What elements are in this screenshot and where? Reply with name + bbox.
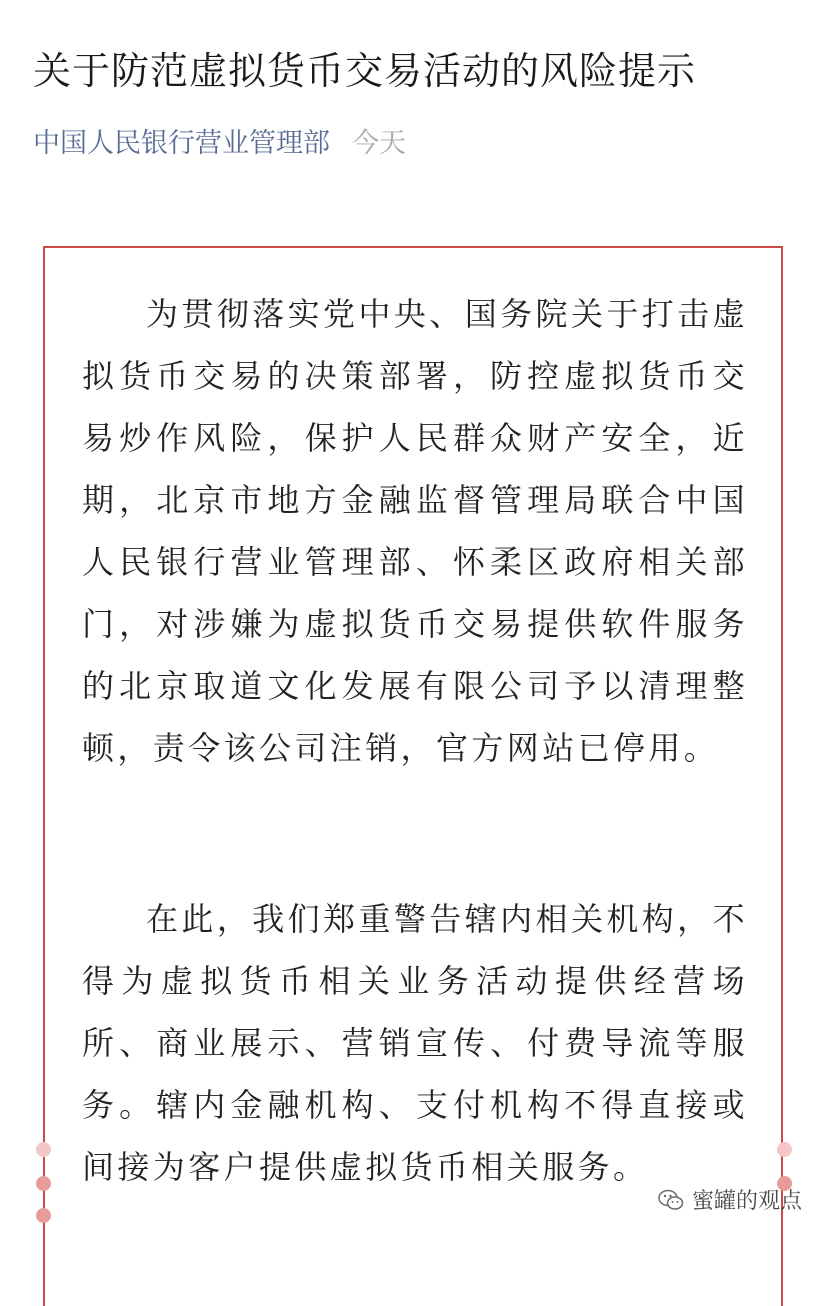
article-title: 关于防范虚拟货币交易活动的风险提示 <box>33 49 697 93</box>
wechat-icon <box>658 1189 684 1211</box>
body-paragraph-2: 在此，我们郑重警告辖内相关机构，不得为虚拟货币相关业务活动提供经营场所、商业展示、营销宣传、付费导流等服务。辖内金融机构、支付机构不得直接或间接为客户提供虚拟货币相关服务。 <box>82 900 748 1186</box>
decor-dot-left-3 <box>36 1208 51 1223</box>
watermark <box>658 1184 802 1215</box>
decor-dot-left-2 <box>36 1176 51 1191</box>
article-meta <box>33 124 406 164</box>
publish-date: 今天 <box>352 128 406 159</box>
body-paragraph-1: 为贯彻落实党中央、国务院关于打击虚拟货币交易的决策部署，防控虚拟货币交易炒作风险，保护人民群众财产安全，近期，北京市地方金融监督管理局联合中国人民银行营业管理部、怀柔区政府相关部门，对涉嫌为虚拟货币交易提供软件服务的北京取道文化发展有限公司予以清理整顿，责令该公司注销，官方网站已停用。 <box>82 295 748 767</box>
watermark-text: 蜜罐的观点 <box>691 1189 802 1214</box>
decor-dot-left-1 <box>36 1142 51 1157</box>
source-account-link[interactable]: 中国人民银行营业管理部 <box>33 128 330 159</box>
decor-dot-right-1 <box>777 1142 792 1157</box>
